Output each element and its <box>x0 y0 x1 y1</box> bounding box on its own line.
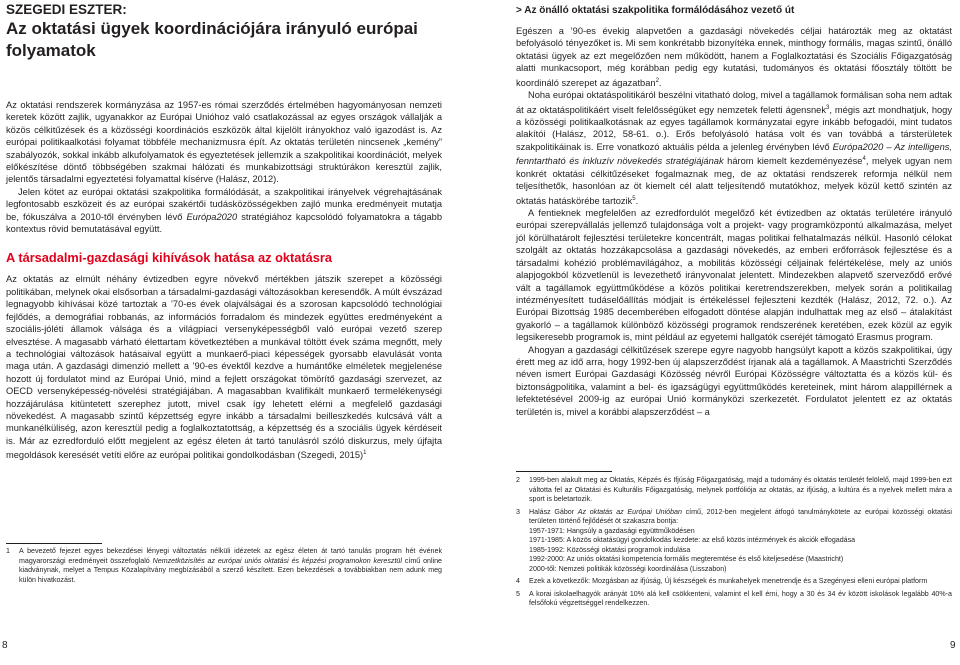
footnote-number: 3 <box>516 507 520 516</box>
footnote-4 <box>516 577 952 587</box>
right-paragraph-3: A fentieknek megfelelően az ezredfordulót megelőző két évtizedben az oktatás területére irányuló európai szerepvállalás jellemző tulajdonsága volt a projekt- vagy programközpontú alkalmazása, melyet jól körülhatárolt fejlesztési területekre koncentrált, magas politikai felhatalmazás nélkül. Hasonló célokat szolgált az oktatás hozzákapcsolása a gazdasági növekedés, az emberi erőforrások fejlesztése és a társadalmi kohézió problémavilágához, a mobilitás közösségi céljainak felértékelése, mely az uniós alapjogokból közvetlenül is levezethető irányvonalat jelentett. Mindezekben alapvető szerveződő erővé vált a tagállamok együttműködése a közös politikai keretrendszerekben, melyek során a politikailag intézményesített tudáselőállítás módjait is értékeléssel fejleszteni kezdték (Halász, 2012, 72. o.). Az Európai Bizottság 1985 decemberében elfogadott döntése alapján indulhattak meg az első – átalakítást gyakorló – a tagállamok különböző közösségi programok rendszerének keretében, ezek közül az egyik legsikeresebb programok is, mint például az egyetemi hallgatók cseréjét támogató Erasmus program. <box>516 208 952 343</box>
footnote-rule <box>6 543 102 544</box>
footnote-ref-3: 3 <box>825 104 830 111</box>
footnote-number: 5 <box>516 589 520 598</box>
footnote-text: A korai iskolaelhagyók arányát 10% alá kell csökkenteni, valamint el kell érni, hogy a 30 és 34 év között iskolások legalább 40%-a felsőfokú végzettséggel rendelkezzen. <box>529 589 952 607</box>
chapter-title: Az oktatási ügyek koordinációjára irányuló európai folyamatok <box>6 19 418 60</box>
section-heading: A társadalmi-gazdasági kihívások hatása az oktatásra <box>6 250 332 266</box>
page-number-right: 9 <box>950 640 956 651</box>
lead-paragraph: Az oktatási rendszerek kormányzása az 1957-es római szerződés értelmében hagyományosan nemzeti keretek között zajlik, ugyanakkor az Európai Unióhoz való csatlakozással az egyes országok vállalják a közös célkitűzések és a közösségi koordinációs eszközök által kijelölt irányokhoz való igazodást is. Az európai politikaalkotási folyamat többféle mechanizmusra épít. Az oktatás területén nincsenek „kemény” szabályozók, sokkal inkább alkufolyamatok és egyeztetések jellemzik a szakpolitikai koordinációt, melyek előkészítése döntő többségében szakmai hálózati és munkabizottsági struktúrákon keresztül zajlik, jelentős társadalmi egyeztetési folyamattal kísérve (Halász, 2012). <box>6 100 442 185</box>
footnote-5 <box>516 590 952 609</box>
intro-paragraph-2: Jelen kötet az európai oktatási szakpolitika formálódását, a szakpolitikai irányelvek végrehajtásának legfontosabb eszközeit és az európai szakértői tudásközösségekben zajló munka eredményeit mutatja be, fókuszálva a 2010-től érvényben lévő Európa2020 stratégiához kapcsolódó folyamatokra a tágabb kontextus rövid bemutatásával együtt. <box>6 186 442 235</box>
author-tag: SZEGEDI ESZTER: <box>6 2 127 17</box>
right-paragraph-2: Noha európai oktatáspolitikáról beszélni vitatható dolog, mivel a tagállamok formálisan soha nem adtak át az oktatáspolitikáért viselt felelősségüket egy nemzetek feletti ágensnek$^3$, mégis azt mondhatjuk, hogy a közösségi politikaalkotásnak az egyes tagállamok kormányzatai egyre inkább befogadói, mint tudatos alakítói (Halász, 2012, 58-61. o.). Erős befolyásoló hatása volt és van továbbá a társterületek szakpolitikáinak is. Erre vonatkozó aktuális példa a jelenleg érvényben lévő Európa2020 – Az intelligens, fenntartható és inkluzív növekedés stratégiájának három kiemelt kezdeményezése$^4$, melyek ugyan nem konkrét oktatási célkitűzéseket fogalmaznak meg, de az oktatási rendszerek reformja nélkül nem teljesíthetők, hasonlóan az öt kiemelt cél alatt teljesítendő mutatókhoz, melyek közül kettő szintén az oktatás hatáskörébe tartozik$^5$. <box>516 90 953 206</box>
list-item: 2000-től: Nemzeti politikák közösségi koordinálása (Lisszabon) <box>529 564 727 573</box>
footnote-ref-1: 1 <box>363 450 367 457</box>
footnote-number: 2 <box>516 476 520 484</box>
footnote-ref-4: 4 <box>862 156 866 163</box>
subsection-heading: > Az önálló oktatási szakpolitika formálódásához vezető út <box>516 5 795 16</box>
emphasis-europa2020: Európa2020 <box>186 211 238 222</box>
footnote-2 <box>516 476 952 505</box>
footnote-text: A bevezető fejezet egyes bekezdései lényegi változtatás nélküli idézetek az egész életen át tartó tanulás program hét évének magyarországi eredményeit összefoglaló Nemzetközisítés az európai uniós oktatási és képzési programokon keresztül című online kiadványnak, melyet a Tempus Közalapítvány megbízásából a szerző készített. Ezen bekezdések a továbbiakban nem adunk meg külön hivatkozást. <box>19 547 443 584</box>
left-footnotes <box>6 543 442 588</box>
page-number-left: 8 <box>2 640 8 651</box>
footnote-rule <box>516 471 612 472</box>
footnote-text: Ezek a következők: Mozgásban az ifjúság, Új készségek és munkahelyek menetrendje és a Szegényesi elleni európai platform <box>529 577 928 585</box>
right-paragraph-1: Egészen a ’90-es évekig alapvetően a gazdasági növekedés céljai határozták meg az oktatást befolyásoló tényezőket is. Mi sem konkrétabb bizonyítéka ennek, minthogy formális, magas szintű, önálló oktatási ügyek az ezt megelőzően nem működött, hanem a Foglalkoztatási és Szociális Főigazgatóság alatti munkacsoport, még korábban pedig egy kutatási, tudományos és oktatási főosztály töltött be koordináló szerepet az ágazatban$^2$. <box>516 26 952 88</box>
list-item: 1971-1985: A közös oktatásügyi gondolkodás kezdete: az első közös intézmények és akciók elfogadása <box>529 536 856 544</box>
right-page <box>480 0 960 665</box>
list-item: 1985-1992: Közösségi oktatási programok indulása <box>529 545 691 554</box>
footnote-number: 4 <box>516 577 520 585</box>
right-column <box>516 0 952 418</box>
footnote-3 <box>516 508 952 575</box>
right-footnotes <box>516 471 952 612</box>
footnote-text: Halász Gábor Az oktatás az Európai Unióban című, 2012-ben megjelent átfogó tanulmánykötete az európai közösségi oktatási területen történő fejlődését öt szakaszra bontja: 1957-1971: Hangsúly a gazdasági együttműködésen 1971-1985: A közös oktatásügyi gondolkodás kezdete: az első közös intézmények és akciók elfogadása 1985-1992: Közösségi oktatási programok indulása 1992-2000: Az uniós oktatási kompetencia formális megteremtése és első kiteljesedése (Maastricht) 2000-től: Nemzeti politikák közösségi koordinálása (Lisszabon) <box>529 507 952 573</box>
section-paragraph: Az oktatás az elmúlt néhány évtizedben egyre növekvő mértékben játszik szerepet a közösségi politikában, melynek okai elsősorban a társadalmi-gazdasági változásokban keresendők. A múlt évszázad legnagyobb kihívásai közé tartoztak a ’70-es évek olajválságai és a szorosan kapcsolódó technológiai fejlődés, a demográfiai robbanás, az információs forradalom és mindezek együttes eredményeként a szociális-jóléti államok válsága és a világpiaci versenyképességből való európai vezető szerep elvesztése. A magasabb várható élettartam következtében a munkával töltött évek száma megnőtt, mely a technológiai változások hatásaival együtt a munkaerő-piaci képességek gyorsabb elavulását vonta maga után. A gazdasági dimenzió mellett a ’90-es évektől kezdve a humántőke elméletek megjelenése hozott új fordulatot mind az Európai Unió, mind a fejlett országokat tömörítő gazdasági szervezet, az OECD versenyképesség-növelési stratégiájában. A magasabban kvalifikált munkaerő termelékenységi hozzájárulása kitüntetett szerephez jutott, mivel csak így lehetett elérni a megfelelő gazdasági növekedést. A magasabb szintű képzettség egyre inkább a társadalmi beilleszkedés kulcsává vált a munkanélküliség, azon keresztül pedig a foglalkoztatottság, a képzettség és a szociális ügyek kérdéseit is. Már az ezredforduló előtt megjelent az egész életen át tartó tanulásról szóló diskurzus, mely újfajta megoldások keresését vetíti előre az európai politikai gondolkodásban (Szegedi, 2015)$^1$ <box>6 274 442 461</box>
footnote-1 <box>6 547 442 585</box>
footnote-number: 1 <box>6 547 10 555</box>
list-item: 1957-1971: Hangsúly a gazdasági együttműködésen <box>529 526 695 535</box>
footnote-ref-5: 5 <box>632 195 636 202</box>
emphasis-strategy: Európa2020 – Az intelligens, fenntartható és inkluzív növekedés stratégiájának <box>516 141 953 167</box>
right-paragraph-4: Ahogyan a gazdasági célkitűzések szerepe egyre nagyobb hangsúlyt kapott a közös szakpolitikai, úgy érett meg az idő arra, hogy 1992-ben új alapszerződést írjanak alá a tagállamok. A Maastrichti Szerződés néven ismert Európai Gazdasági Közösség névről Európai Közösségre változtatta és a közös kül- és biztonságpolitika, valamint a bel- és igazságügyi együttműködés kereteinek, mint három alappillérnek a lefektetésével 2009-ig az európai Unió kormányközi szerkezetét. Fordulatot jelentett ez az oktatás területén is, mivel a korábbi alapszerződést – a <box>516 344 952 417</box>
footnote-text: 1995-ben alakult meg az Oktatás, Képzés és Ifjúság Főigazgatóság, majd a tudomány és oktatás területét felölelő, majd 1999-ben ezt váltotta fel az Oktatási és Kulturális Főigazgatóság, melynek portfóliója az oktatás, az ifjúság, a kultúra és a nyelvek mellett mára a sport is beletartozik. <box>529 476 952 503</box>
left-column <box>6 0 442 462</box>
footnote-ref-2: 2 <box>655 77 659 84</box>
period-list <box>529 527 952 575</box>
list-item: 1992-2000: Az uniós oktatási kompetencia formális megteremtése és első kiteljesedése (Maastricht) <box>529 555 844 563</box>
